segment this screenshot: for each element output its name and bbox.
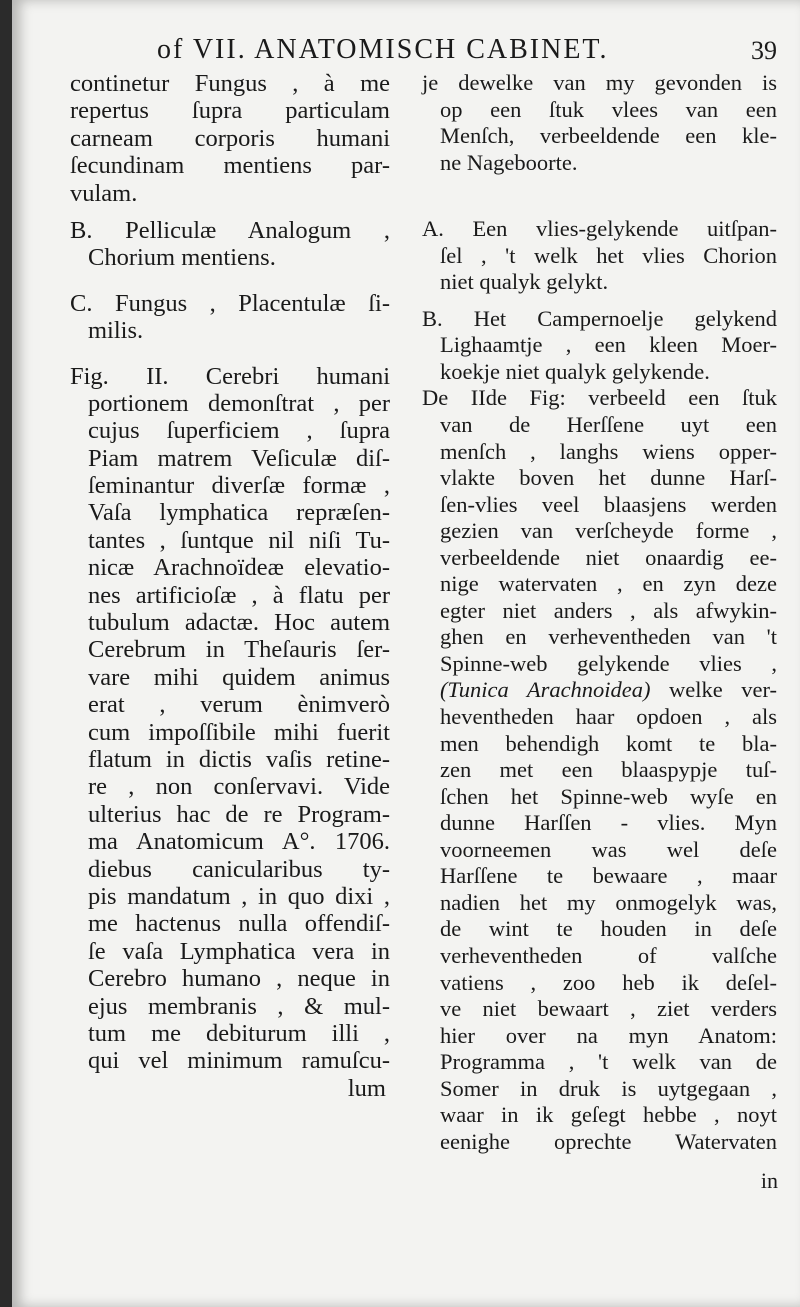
- text-line: nicæ Arachnoïdeæ elevatio-: [88, 554, 390, 582]
- text-line: vlakte boven het dunne Harſ-: [440, 465, 777, 491]
- text-line: verbeeldende niet onaardig ee-: [440, 544, 777, 570]
- dutch-figure-text: [422, 385, 777, 1155]
- text-line: ſe vaſa Lymphatica vera in: [88, 937, 390, 965]
- text-line: Programma , 't welk van de: [440, 1049, 777, 1075]
- text-line: Lighaamtje , een kleen Moer-: [440, 332, 777, 358]
- text-line: Harſſene te bewaare , maar: [440, 863, 777, 889]
- text-line: voorneemen was wel deſe: [440, 836, 777, 862]
- text-line: milis.: [88, 317, 144, 345]
- text-line: egter niet anders , als afwykin-: [440, 597, 777, 623]
- text-line: lum: [347, 1074, 386, 1102]
- text-line: cum impoſſibile mihi fuerit: [88, 718, 390, 746]
- text-line: op een ſtuk vlees van een: [440, 96, 777, 122]
- text-line: ulterius hac de re Program-: [88, 800, 390, 828]
- text-line: ſchen het Spinne-web wyſe en: [440, 783, 777, 809]
- latin-item-b: [70, 217, 390, 272]
- text-line: me hactenus nulla offendiſ-: [88, 910, 390, 938]
- text-line: ſel , 't welk het vlies Chorion: [440, 242, 777, 268]
- text-line: ma Anatomicum A°. 1706.: [88, 828, 390, 856]
- page-number: 39: [751, 36, 777, 65]
- text-line: men behendigh komt te bla-: [440, 730, 777, 756]
- text-line: waar in ik geſegt hebbe , noyt: [440, 1102, 777, 1128]
- running-header: [157, 30, 777, 70]
- text-line: tum me debiturum illi ,: [88, 1019, 390, 1047]
- dutch-item-a: [422, 216, 777, 296]
- text-line: Vaſa lymphatica repræſen-: [88, 499, 390, 527]
- text-line: De IIde Fig: verbeeld een ſtuk: [422, 385, 777, 411]
- text-line: van de Herſſene uyt een: [440, 412, 777, 438]
- book-page: [12, 0, 800, 1307]
- text-line: dunne Harſſen - vlies. Myn: [440, 810, 777, 836]
- text-line: vare mihi quidem animus: [88, 663, 390, 691]
- text-line: niet qualyk gelykt.: [440, 269, 609, 295]
- text-line: zen met een blaaspypje tuſ-: [440, 757, 777, 783]
- latin-intro: [70, 70, 390, 207]
- text-line: je dewelke van my gevonden is: [422, 70, 777, 95]
- text-line: cujus ſuperficiem , ſupra: [88, 417, 390, 445]
- text-line: re , non conſervavi. Vide: [88, 773, 390, 801]
- text-line: Cerebrum in Theſauris ſer-: [88, 636, 390, 664]
- text-line: heventheden haar opdoen , als: [440, 704, 777, 730]
- text-line: portionem demonſtrat , per: [88, 389, 390, 417]
- text-line: menſch , langhs wiens opper-: [440, 438, 777, 464]
- text-line: Cerebro humano , neque in: [88, 965, 390, 993]
- header-title: of VII. ANATOMISCH CABINET.: [157, 34, 609, 65]
- text-line: carneam corporis humani: [70, 124, 390, 152]
- text-line: ſen-vlies veel blaasjens werden: [440, 491, 777, 517]
- text-line: vatiens , zoo heb ik deſel-: [440, 969, 777, 995]
- text-line: vulam.: [70, 179, 138, 207]
- text-line: tantes , ſuntque nil niſi Tu-: [88, 526, 390, 554]
- text-line: Menſch, verbeeldende een kle-: [440, 123, 777, 149]
- text-line: Somer in druk is uytgegaan ,: [440, 1075, 777, 1101]
- italic-term: (Tunica Arachnoidea): [440, 677, 651, 703]
- text-line: koekje niet qualyk gelykende.: [440, 358, 710, 384]
- text-line: erat , verum ènimverò: [88, 691, 390, 719]
- text-line: ſecundinam mentiens par-: [70, 152, 390, 180]
- text-line: verheventheden of valſche: [440, 942, 777, 968]
- text-line: Piam matrem Veſiculæ diſ-: [88, 444, 390, 472]
- text-line: repertus ſupra particulam: [70, 97, 390, 125]
- text-line: Fig. II. Cerebri humani: [70, 362, 390, 390]
- text-line: ſeminantur diverſæ formæ ,: [88, 472, 390, 500]
- latin-figure-text: [70, 363, 390, 1103]
- text-line: diebus canicularibus ty-: [88, 855, 390, 883]
- text-line: hier over na myn Anatom:: [440, 1022, 777, 1048]
- text-line: continetur Fungus , à me: [70, 70, 390, 97]
- text-line: nes artificioſæ , à flatu per: [88, 581, 390, 609]
- dutch-item-b: [422, 306, 777, 386]
- text-line: ejus membranis , & mul-: [88, 992, 390, 1020]
- text-line-italic-mixed: [422, 677, 777, 704]
- text-line: ne Nageboorte.: [440, 149, 578, 175]
- text-line: nige watervaten , en zyn deze: [440, 571, 777, 597]
- text-line: ve niet bewaart , ziet verders: [440, 996, 777, 1022]
- latin-column: [70, 70, 390, 1102]
- text-line: ghen en verheventheden van 't: [440, 624, 777, 650]
- text-line: nadien het my onmogelyk was,: [440, 889, 777, 915]
- dutch-column: [422, 70, 777, 1155]
- text-line: Spinne-web gelykende vlies ,: [440, 650, 777, 676]
- text-line: C. Fungus , Placentulæ ſi-: [70, 289, 390, 317]
- text-line: eenighe oprechte Watervaten: [440, 1128, 777, 1154]
- text-line: B. Pelliculæ Analogum ,: [70, 216, 390, 244]
- text-line: B. Het Campernoelje gelykend: [422, 305, 777, 331]
- text-line: qui vel minimum ramuſcu-: [88, 1047, 390, 1075]
- text-line: gezien van verſcheyde forme ,: [440, 518, 777, 544]
- text-line: tubulum adactæ. Hoc autem: [88, 609, 390, 637]
- text-line: Chorium mentiens.: [88, 244, 276, 272]
- text-span: welke ver-: [650, 677, 777, 703]
- text-line: A. Een vlies-gelykende uitſpan-: [422, 216, 777, 242]
- text-line: pis mandatum , in quo dixi ,: [88, 882, 390, 910]
- dutch-intro: [422, 70, 777, 176]
- text-line: flatum in dictis vaſis retine-: [88, 745, 390, 773]
- text-line: de wint te houden in deſe: [440, 916, 777, 942]
- latin-item-c: [70, 290, 390, 345]
- catchword: in: [760, 1168, 778, 1193]
